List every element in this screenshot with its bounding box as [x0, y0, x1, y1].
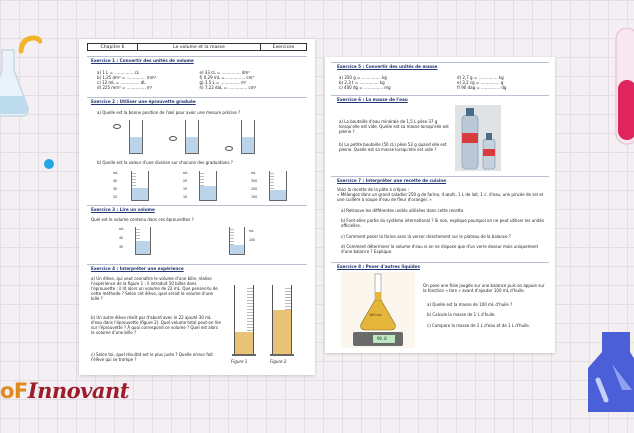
- flask-volume-label: 100 mL: [369, 313, 382, 317]
- exercise-6-question-a: a) La bouteille d'eau minérale de 1,5 L pèse 37 g lorsqu'elle est vide. Quelle est sa masse lorsqu'elle est pleine ?: [339, 119, 449, 134]
- eye-icon: [113, 124, 121, 129]
- worksheet-page-right: [325, 57, 555, 353]
- ex1-item: a) 1 L = ............... cL: [97, 70, 139, 75]
- test-tube-icon: [604, 28, 634, 148]
- eye-position-figure: [109, 118, 289, 158]
- eye-icon: [225, 146, 233, 151]
- exercise-7-question-b: b) Font-elles partie du système international ? Si non, explique pourquoi on ne peut utiliser les unités officielles.: [341, 218, 545, 228]
- section-label: Exercices: [272, 45, 295, 50]
- exercise-8-question-b: b) Calcule la masse de 1 L d'huile.: [427, 312, 496, 317]
- flask-icon: [0, 48, 30, 118]
- ex5-item: c) 400 dg = ............... mg: [339, 85, 391, 90]
- arc-decoration-icon: [18, 34, 42, 54]
- ex5-item: e) 3,2 cg = ............... g: [457, 80, 504, 85]
- ex1-item: g) 3,5 L = ............... m³: [199, 80, 247, 85]
- scale-label: 20: [113, 195, 118, 199]
- ex1-item: d) 225 mm³ = ............... m³: [97, 85, 153, 90]
- exercise-4-question-c: c) Selon toi, quel résultat est le plus juste ? Quelle erreur fait l'élève qui se trompe ?: [91, 352, 213, 362]
- separator: [87, 56, 307, 57]
- blue-shape-icon: [582, 328, 634, 416]
- ex1-item: b) 1,25 dm³ = ............... mm³: [97, 75, 157, 80]
- scale-label: 100: [249, 238, 256, 242]
- ex5-item: a) 350 g = ............... kg: [339, 75, 387, 80]
- worksheet-page-left: [79, 39, 315, 375]
- exercise-3-title: Exercice 3 : Lire un volume: [91, 207, 155, 212]
- scale-label: 15: [183, 187, 188, 191]
- cylinder-figure-2: [272, 285, 292, 355]
- scale-display: 90.0: [377, 336, 387, 341]
- scale-label: mL: [113, 171, 118, 175]
- cylinder-figure-1: [234, 285, 254, 355]
- exercise-2-question-a: a) Quelle est la bonne position de l'œil pour avoir une mesure précise ?: [97, 110, 241, 115]
- exercise-5-title: Exercice 5 : Convertir des unités de masse: [337, 64, 438, 69]
- exercise-7-intro: Voici la recette de la pâte à crêpes :: [337, 187, 409, 192]
- exercise-6-title: Exercice 6 : La masse de l'eau: [337, 97, 408, 102]
- scale-label: 100: [251, 195, 258, 199]
- figure-2-label: Figure 2: [270, 359, 287, 364]
- exercise-7-question-d: d) Comment déterminer le volume d'eau si on ne dispose que d'un verre doseur mais uniquement d'une balance ? Explique.: [341, 244, 539, 254]
- exercise-4-question-a: a) Un élève, qui veut connaître le volume d'une bille, réalise l'expérience de la figure 1 : il introduit 50 billes dans l'éprouvette ; il lit alors un volume de 22 mL. Que penses-tu de cette méthode ? Selon cet élève, quel serait le volume d'une bille ?: [91, 276, 218, 301]
- ex5-item: d) 2,7 g = ............... kg: [457, 75, 504, 80]
- ex1-item: e) 33 cL = ............... dm³: [199, 70, 250, 75]
- separator: [331, 62, 549, 63]
- ex1-item: f) 0,29 mL = ............... cm³: [199, 75, 254, 80]
- ex1-item: c) 12 mL = ............... dL: [97, 80, 146, 85]
- brand-prefix: oF: [0, 379, 28, 403]
- scale-label: mL: [249, 229, 254, 233]
- exercise-4-title: Exercice 4 : Interpréter une expérience: [91, 266, 184, 271]
- exercise-2-title: Exercice 2 : Utiliser une éprouvette graduée: [91, 99, 196, 104]
- eye-icon: [169, 136, 177, 141]
- exercise-8-question-a: a) Quelle est la masse de 100 mL d'huile ?: [427, 302, 513, 307]
- separator: [331, 95, 549, 96]
- exercise-7-recipe: « Mélangez dans un grand saladier 250 g de farine, 4 œufs, 1 L de lait, 1 c. d'eau, une pincée de sel et une cuillère à soupe d'eau de fleur d'oranger. »: [337, 192, 544, 202]
- exercise-8-question-c: c) Compare la masse de 1 L d'eau et de 1 L d'huile.: [427, 323, 531, 328]
- ex1-item: h) 7,22 daL = ............... cm³: [199, 85, 257, 90]
- exercise-8-text: On pose une fiole jaugée sur une balance puis on appuie sur la fonction « tare » avant d'ajouter 100 mL d'huile.: [423, 283, 545, 293]
- scale-label: 40: [119, 236, 124, 240]
- exercise-4-question-b: b) Un autre élève réalit par d'abord avec le 22 ajouté 30 mL d'eau dans l'éprouvette (figure 2). Quel volume total peut-on lire sur l'éprouvette ? À quoi correspond ce volume ? Quel est alors le volume d'une bille ?: [91, 315, 221, 335]
- exercise-1-title: Exercice 1 : Convertir des unités de volume: [91, 58, 194, 63]
- exercise-2-question-b: b) Quelle est la valeur d'une division sur chacune des graduations ?: [97, 160, 233, 165]
- exercise-1-body: [97, 70, 302, 90]
- ex5-item: f) 90 dag = ............... dg: [457, 85, 507, 90]
- separator: [331, 262, 549, 263]
- scale-label: mL: [183, 171, 188, 175]
- exercise-3-question: Quel est le volume contenu dans ces éprouvettes ?: [91, 217, 194, 222]
- ex5-item: b) 2,3 t = ............... kg: [339, 80, 385, 85]
- scale-label: 300: [251, 179, 258, 183]
- brand-name: Innovant: [27, 378, 129, 403]
- water-bottles-photo: [455, 105, 501, 171]
- scale-label: 200: [251, 187, 258, 191]
- scale-label: 20: [183, 179, 188, 183]
- separator: [87, 264, 307, 265]
- separator: [87, 205, 307, 206]
- exercise-7-question-a: a) Retrouve les différentes unités utilisées dans cette recette.: [341, 208, 465, 213]
- scale-label: 40: [113, 179, 118, 183]
- scale-label: 30: [113, 187, 118, 191]
- page-header-table: [87, 43, 307, 51]
- reading-figure: [119, 225, 299, 257]
- exercise-8-title: Exercice 8 : Peser d'autres liquides: [337, 264, 420, 269]
- exercise-7-title: Exercice 7 : Interpréter une recette de cuisine: [337, 178, 447, 183]
- separator: [331, 176, 549, 177]
- scale-label: 10: [183, 195, 188, 199]
- exercise-7-question-c: c) Comment peser la farine sans la verser directement sur le plateau de la balance ?: [341, 234, 511, 239]
- blue-dot-icon: [44, 159, 54, 169]
- chapter-title: Le volume et la masse: [138, 44, 261, 50]
- separator: [87, 97, 307, 98]
- brand-logo: [0, 378, 129, 403]
- exercise-5-body: [339, 75, 545, 90]
- exercise-6-question-b: b) La petite bouteille (50 cL) pèse 52 g quand elle est pleine. Quelle est sa masse lorsqu'elle est vide ?: [339, 142, 447, 152]
- figure-1-label: Figure 1: [231, 359, 248, 364]
- scale-label: mL: [251, 171, 256, 175]
- scale-label: 30: [119, 245, 124, 249]
- scale-label: mL: [119, 227, 124, 231]
- chapter-label: Chapitre 6: [88, 44, 138, 50]
- graduation-figure: [109, 169, 299, 203]
